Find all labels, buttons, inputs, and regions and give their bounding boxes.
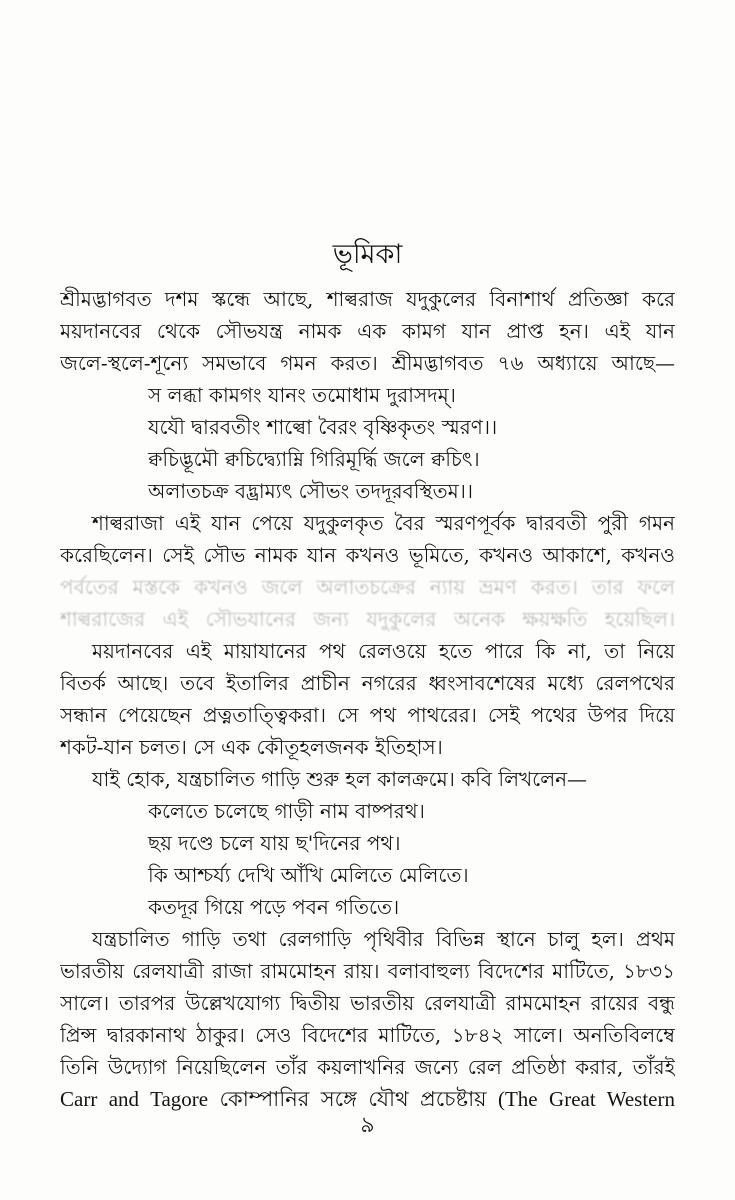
verse-line: যযৌ দ্বারবতীং শাল্বো বৈরং বৃষ্ণিকৃতং স্মরণ।। xyxy=(148,415,498,439)
text-line: শ্রীমদ্ভাগবত দশম স্কন্ধে আছে, শাল্বরাজ যদুকুলের বিনাশার্থ প্রতিজ্ঞা করে xyxy=(60,287,675,311)
verse-line: ছয় দণ্ডে চলে যায় ছ'দিনের পথ। xyxy=(148,831,401,855)
text-line: করেছিলেন। সেই সৌভ নামক যান কখনও ভূমিতে, কখনও আকাশে, কখনও xyxy=(60,543,675,567)
text-line: ময়দানবের থেকে সৌভযন্ত্র নামক এক কামগ যান প্রাপ্ত হন। এই যান xyxy=(60,319,675,343)
verse-line: কতদূর গিয়ে পড়ে পবন গতিতে। xyxy=(148,895,400,919)
page-number: ৯ xyxy=(360,1113,375,1138)
faded-text-line: শাল্বরাজের এই সৌভযানের জন্য যদুকুলের অনেক ক্ষয়ক্ষতি হয়েছিল। xyxy=(60,607,675,631)
text-line: যাই হোক, যন্ত্রচালিত গাড়ি শুরু হল কালক্রমে। কবি লিখলেন— xyxy=(92,767,588,791)
text-line: তিনি উদ্যোগ নিয়েছিলেন তাঁর কয়লাখনির জন্যে রেল প্রতিষ্ঠা করার, তাঁরই xyxy=(60,1055,675,1079)
text-line: সন্ধান পেয়েছেন প্রত্নতাত্ত্বিকরা। সে পথ পাথরের। সেই পথের উপর দিয়ে xyxy=(60,703,675,727)
text-line: শকট-যান চলত। সে এক কৌতূহলজনক ইতিহাস। xyxy=(60,735,443,759)
text-line: ভারতীয় রেলযাত্রী রাজা রামমোহন রায়। বলাবাহুল্য বিদেশের মাটিতে, ১৮৩১ xyxy=(60,959,675,983)
text-line: জলে-স্থলে-শূন্যে সমভাবে গমন করত। শ্রীমদ্ভাগবত ৭৬ অধ্যায়ে আছে— xyxy=(60,351,675,375)
text-line: Carr and Tagore কোম্পানির সঙ্গে যৌথ প্রচেষ্টায় (The Great Western xyxy=(60,1087,675,1111)
verse-line: ক্বচিদ্ভূমৌ ক্বচিদ্ব্যোম্নি গিরিমূর্দ্ধি জলে ক্বচিৎ। xyxy=(148,447,480,471)
faded-text-line: পর্বতের মস্তকে কখনও জলে অলাতচক্রের ন্যায় ভ্রমণ করত। তার ফলে xyxy=(60,575,675,599)
text-line: শাল্বরাজা এই যান পেয়ে যদুকুলকৃত বৈর স্মরণপূর্বক দ্বারবতী পুরী গমন xyxy=(92,511,675,535)
text-line: বিতর্ক আছে। তবে ইতালির প্রাচীন নগরের ধ্বংসাবশেষের মধ্যে রেলপথের xyxy=(60,671,675,695)
text-line: প্রিন্স দ্বারকানাথ ঠাকুর। সেও বিদেশের মাটিতে, ১৮৪২ সালে। অনতিবিলম্বে xyxy=(60,1023,675,1047)
verse-line: কলেতে চলেছে গাড়ী নাম বাষ্পরথ। xyxy=(148,799,425,823)
text-line: সালে। তারপর উল্লেখযোগ্য দ্বিতীয় ভারতীয় রেলযাত্রী রামমোহন রায়ের বন্ধু xyxy=(60,991,675,1015)
text-line: ময়দানবের এই মায়াযানের পথ রেলওয়ে হতে পারে কি না, তা নিয়ে xyxy=(92,639,675,663)
verse-line: স লব্ধা কামগং যানং তমোধাম দুরাসদম্। xyxy=(148,383,456,407)
verse-line: কি আশ্চর্য্য দেখি আঁখি মেলিতে মেলিতে। xyxy=(148,863,469,887)
page-title: ভূমিকা xyxy=(332,239,403,270)
verse-line: অলাতচক্র বদ্ভ্রাম্যৎ সৌভং তদদূরবস্থিতম।। xyxy=(148,479,474,503)
body-text xyxy=(60,283,675,1115)
text-line: যন্ত্রচালিত গাড়ি তথা রেলগাড়ি পৃথিবীর বিভিন্ন স্থানে চালু হল। প্রথম xyxy=(92,927,675,951)
